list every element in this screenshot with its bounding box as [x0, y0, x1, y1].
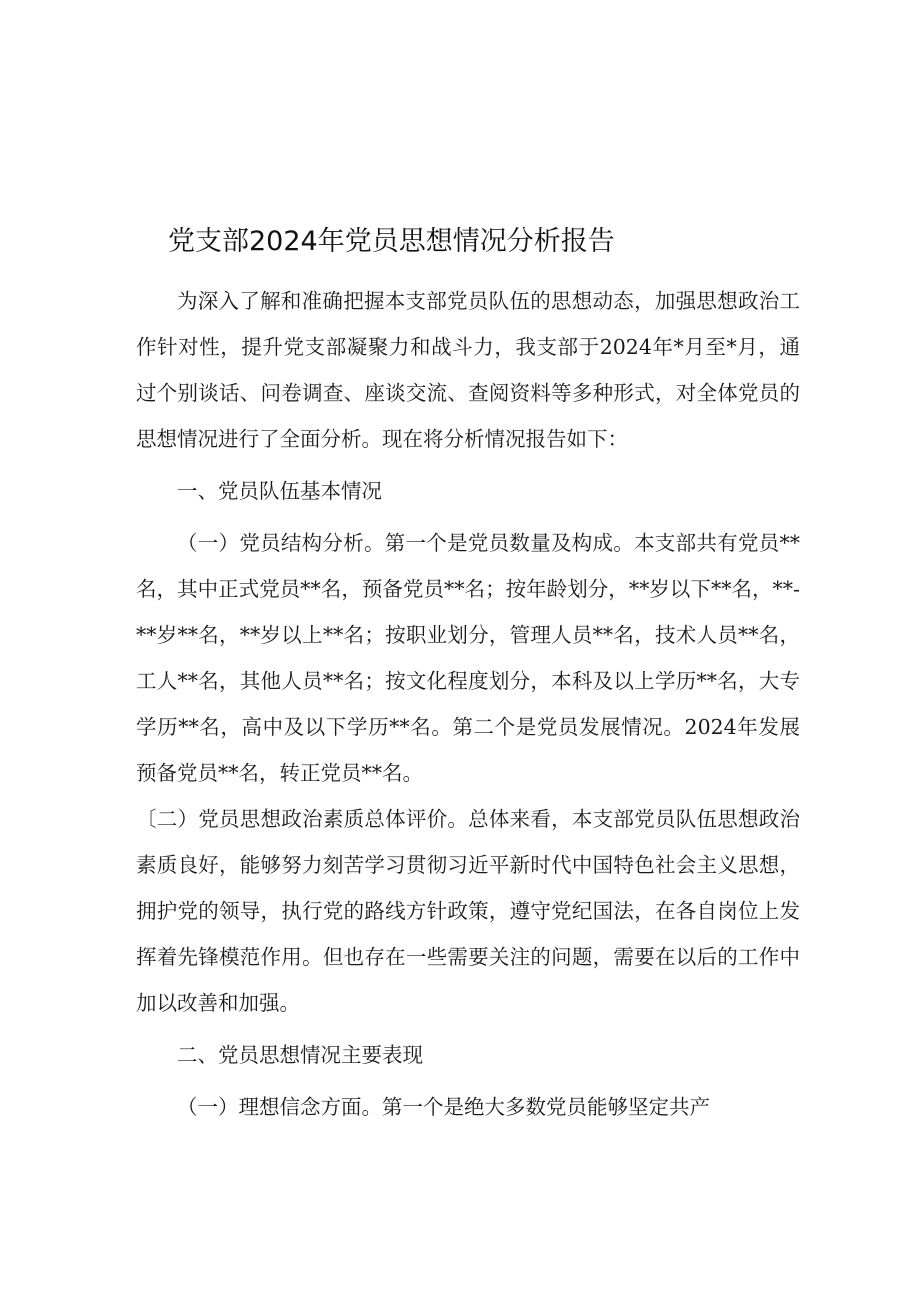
section-1-paragraph-2: 〔二）党员思想政治素质总体评价。总体来看，本支部党员队伍思想政治素质良好，能够努力刻苦学习贯彻习近平新时代中国特色社会主义思想，拥护党的领导，执行党的路线方针政策，遵守党纪国法，在各自岗位上发挥着先锋模范作用。但也存在一些需要关注的问题，需要在以后的工作中加以改善和加强。 — [136, 807, 800, 1015]
document-title: 党支部2024年党员思想情况分析报告 — [168, 226, 615, 257]
section-2-heading: 二、党员思想情况主要表现 — [177, 1043, 423, 1067]
section-1-paragraph-1: （一）党员结构分析。第一个是党员数量及构成。本支部共有党员**名，其中正式党员**名，预备党员**名；按年龄划分，**岁以下**名，**-**岁**名，**岁以上**名；按职业划分，管理人员**名，技术人员**名，工人**名，其他人员**名；按文化程度划分，本科及以上学历**名，大专学历**名，高中及以下学历**名。第二个是党员发展情况。2024年发展预备党员**名，转正党员**名。 — [136, 531, 800, 785]
section-1-heading: 一、党员队伍基本情况 — [177, 479, 382, 503]
document-body — [136, 278, 800, 1130]
intro-paragraph: 为深入了解和准确把握本支部党员队伍的思想动态，加强思想政治工作针对性，提升党支部凝聚力和战斗力，我支部于2024年*月至*月，通过个别谈话、问卷调查、座谈交流、查阅资料等多种形式，对全体党员的思想情况进行了全面分析。现在将分析情况报告如下： — [136, 289, 800, 451]
section-2-paragraph-1: （一）理想信念方面。第一个是绝大多数党员能够坚定共产 — [177, 1095, 710, 1119]
